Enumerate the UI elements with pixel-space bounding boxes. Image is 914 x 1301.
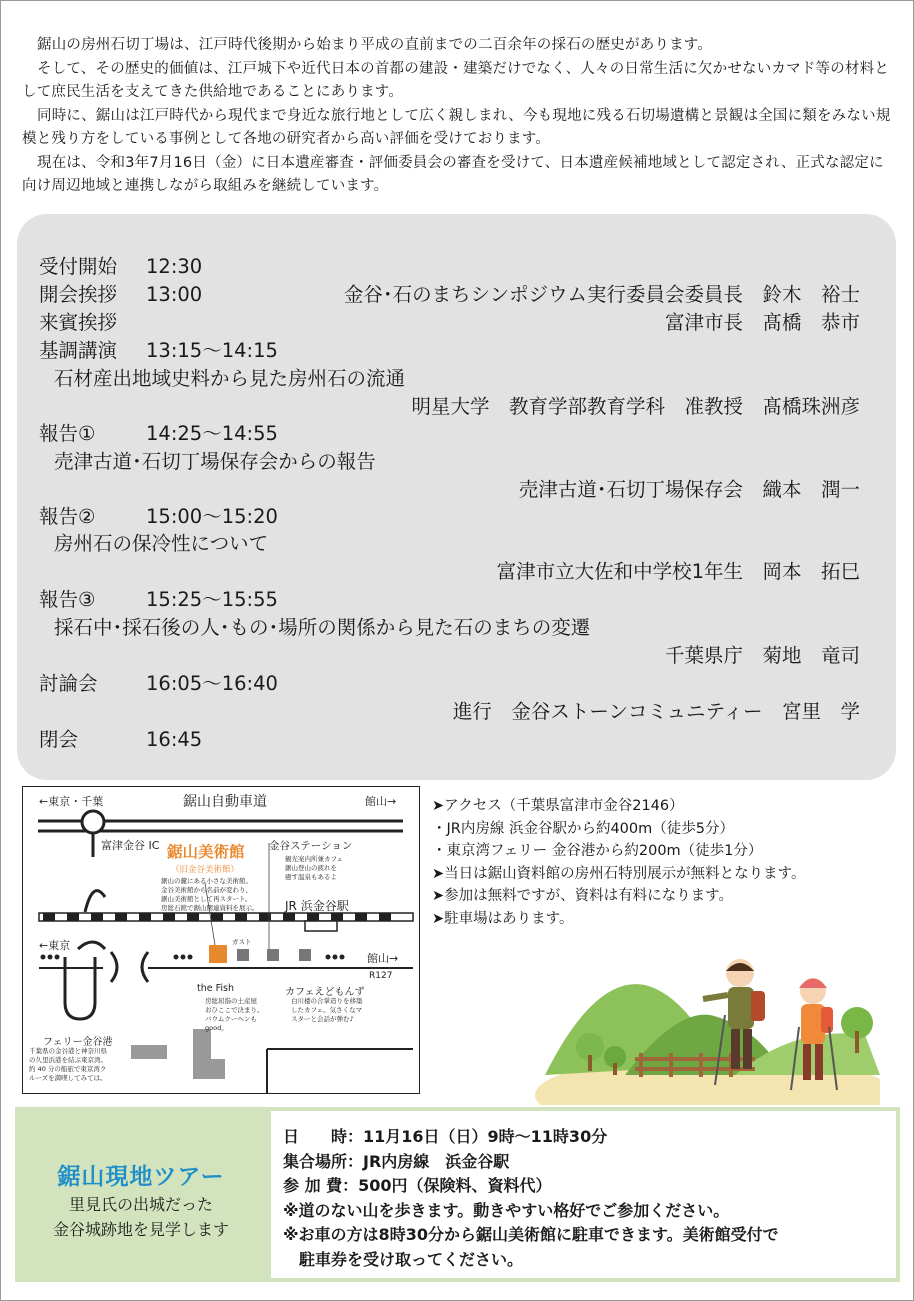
the-fish-building <box>193 1029 225 1079</box>
reception-time: 12:30 <box>146 255 203 278</box>
museum-description: 鋸山の麓にある小さな美術館。 金谷美術館から名前が変わり、 鋸山美術館として再スタート。 房総石館で鋸山関連資料を展示。 <box>161 877 259 912</box>
cafe-building <box>299 949 311 961</box>
ramp-curve-lower <box>78 942 105 949</box>
museum-name: 鋸山美術館 <box>167 843 245 861</box>
ferry-road <box>65 957 95 1019</box>
program-row-report1-title <box>39 448 860 476</box>
guest-label: 来賓挨拶 <box>39 311 118 334</box>
ic-label: 富津金谷 IC <box>101 839 160 852</box>
museum-building <box>209 945 227 963</box>
access-address: ➤アクセス（千葉県富津市金谷2146） <box>432 798 684 814</box>
program-schedule <box>17 214 896 780</box>
keynote-speaker: 明星大学 教育学部教育学科 准教授 髙橋珠洲彦 <box>411 395 860 418</box>
program-row-reception <box>39 253 860 281</box>
station-building-label: 金谷ステーション <box>269 840 353 852</box>
program-row-report3-speaker <box>39 642 860 670</box>
keynote-label: 基調講演 <box>39 339 118 362</box>
program-row-opening <box>39 281 860 309</box>
opening-label: 開会挨拶 <box>39 283 118 306</box>
station-building-description: 観光案内所兼カフェ 鋸山登山の疲れを 癒す温泉もあるよ <box>285 855 344 881</box>
program-row-report1 <box>39 420 860 448</box>
ic-circle <box>82 811 104 833</box>
program-row-discussion <box>39 670 860 698</box>
discussion-label: 討論会 <box>39 672 98 695</box>
ferry-terminal-building <box>131 1045 167 1059</box>
intro-text <box>22 34 892 199</box>
gust-building <box>237 949 249 961</box>
report3-time: 15:25～15:55 <box>146 588 278 611</box>
program-row-report2 <box>39 503 860 531</box>
report1-label: 報告① <box>39 422 96 445</box>
road-curve-right <box>142 952 148 982</box>
opening-speaker: 金谷･石のまちシンポジウム実行委員会委員長 鈴木 裕士 <box>343 283 860 306</box>
program-row-report1-speaker <box>39 476 860 504</box>
program-row-closing <box>39 726 860 754</box>
road-curve-left <box>111 952 117 982</box>
access-ferry: ・東京湾フェリー 金谷港から約200m（徒歩1分） <box>432 843 763 859</box>
jr-station-label: JR 浜金谷駅 <box>285 899 349 913</box>
program-row-discussion-moderator <box>39 698 860 726</box>
access-exhibit-note: ➤当日は鋸山資料館の房州石特別展示が無料となります。 <box>432 865 806 882</box>
report2-label: 報告② <box>39 505 96 528</box>
intro-paragraph-4: 現在は、令和3年7月16日（金）に日本遺産審査・評価委員会の審査を受けて、日本遺産候補地域として認定され、正式な認定に向け周辺地域と連携しながら取組みを継続しています。 <box>22 154 884 194</box>
ramp-curve-upper <box>85 891 105 912</box>
program-row-keynote-speaker <box>39 393 860 421</box>
tour-fee: 参 加 費：500円（保険料、資料代） <box>283 1176 552 1195</box>
program-row-report3 <box>39 586 860 614</box>
program-row-keynote-title <box>39 365 860 393</box>
tour-subtitle-line1: 里見氏の出城だった <box>68 1195 213 1214</box>
station-platform <box>305 921 337 931</box>
tour-heading-block <box>15 1107 267 1282</box>
to-tokyo-chiba-label: ←東京・千葉 <box>39 795 104 808</box>
gust-label: ガスト <box>232 938 252 946</box>
tour-note-clothing: ※道のない山を歩きます。動きやすい格好でご参加ください。 <box>283 1200 730 1220</box>
hikers-illustration <box>535 955 880 1105</box>
intro-paragraph-2: そして、その歴史的価値は、江戸城下や近代日本の首都の建設・建築だけでなく、人々の日常生活に欠かせないカマド等の材料として庶民生活を支えてきた供給地であることにあります。 <box>22 60 890 100</box>
tour-subtitle <box>15 1192 267 1242</box>
discussion-moderator: 進行 金谷ストーンコミュニティー 宮里 学 <box>452 700 860 723</box>
tour-note-parking: ※お車の方は8時30分から鋸山美術館に駐車できます。美術館受付で <box>283 1225 779 1244</box>
field-tour-section <box>15 1107 900 1282</box>
report3-speaker: 千葉県庁 菊地 竜司 <box>664 644 860 667</box>
report2-time: 15:00～15:20 <box>146 505 278 528</box>
access-map <box>22 786 420 1094</box>
cafe-label: カフェえどもんず <box>285 987 365 998</box>
report2-speaker: 富津市立大佐和中学校1年生 岡本 拓巳 <box>496 560 860 583</box>
to-tokyo-label: ←東京 <box>39 939 71 952</box>
ferry-description: 千葉県の金谷港と神奈川県 の久里浜港を結ぶ東京湾。 約 40 分の船旅で東京湾ク ルーズを満喫してみては。 <box>29 1047 107 1082</box>
report1-speaker: 売津古道･石切丁場保存会 織本 潤一 <box>518 478 860 501</box>
tour-date: 日 時：11月16日（日）9時～11時30分 <box>283 1127 608 1146</box>
ferry-label: フェリー金谷港 <box>43 1037 113 1048</box>
access-fee-note: ➤参加は無料ですが、資料は有料になります。 <box>432 888 733 904</box>
station-building <box>267 949 279 961</box>
r127-label: R127 <box>369 971 393 981</box>
tour-meeting-place: 集合場所：JR内房線 浜金谷駅 <box>283 1151 510 1171</box>
the-fish-description: 房総屈指の土産屋 おひここで決まり。 バウムクーヘンも good。 <box>205 997 264 1032</box>
access-jr: ・JR内房線 浜金谷駅から約400m（徒歩5分） <box>432 820 734 837</box>
report2-title: 房州石の保冷性について <box>54 532 269 555</box>
tour-details <box>271 1111 896 1278</box>
discussion-time: 16:05～16:40 <box>146 672 278 695</box>
keynote-title: 石材産出地域史料から見た房州石の流通 <box>54 367 406 390</box>
access-parking-note: ➤駐車場はあります。 <box>432 910 574 927</box>
closing-label: 閉会 <box>39 728 79 751</box>
guest-speaker: 富津市長 髙橋 恭市 <box>664 311 860 334</box>
keynote-time: 13:15～14:15 <box>146 339 278 362</box>
to-tateyama-top-label: 館山→ <box>365 795 397 808</box>
road-dots <box>41 955 345 960</box>
tour-subtitle-line2: 金谷城跡地を見学します <box>52 1220 229 1239</box>
to-tateyama-label: 館山→ <box>367 952 399 965</box>
report3-title: 採石中･採石後の人･もの･場所の関係から見た石のまちの変遷 <box>54 616 591 639</box>
the-fish-label: the Fish <box>197 983 234 994</box>
highway-label: 鋸山自動車道 <box>183 794 267 810</box>
access-info <box>432 795 806 930</box>
program-row-report3-title <box>39 614 860 642</box>
program-row-report2-speaker <box>39 558 860 586</box>
opening-time: 13:00 <box>146 283 203 306</box>
report1-title: 売津古道･石切丁場保存会からの報告 <box>54 450 376 473</box>
program-row-keynote <box>39 337 860 365</box>
intro-paragraph-1: 鋸山の房州石切丁場は、江戸時代後期から始まり平成の直前までの二百余年の採石の歴史があります。 <box>37 37 713 53</box>
program-row-report2-title <box>39 530 860 558</box>
intro-paragraph-3: 同時に、鋸山は江戸時代から現代まで身近な旅行地として広く親しまれ、今も現地に残る石切場遺構と景観は全国に類をみない規模と残り方をしている事例として各地の研究者から高い評価を受けております。 <box>22 107 891 147</box>
program-row-guest <box>39 309 860 337</box>
report1-time: 14:25～14:55 <box>146 422 278 445</box>
report3-label: 報告③ <box>39 588 96 611</box>
reception-label: 受付開始 <box>39 255 118 278</box>
tour-title: 鋸山現地ツアー <box>57 1164 225 1190</box>
closing-time: 16:45 <box>146 728 203 751</box>
museum-subtitle: （旧金谷美術館） <box>171 865 240 875</box>
tour-note-parking-cont: 駐車券を受け取ってください。 <box>299 1249 524 1269</box>
cafe-description: 白川楼の合掌造りを移築 したカフェ。気さくなマ スターと会話が弾む♪ <box>291 997 363 1023</box>
railway-ties <box>43 913 391 921</box>
